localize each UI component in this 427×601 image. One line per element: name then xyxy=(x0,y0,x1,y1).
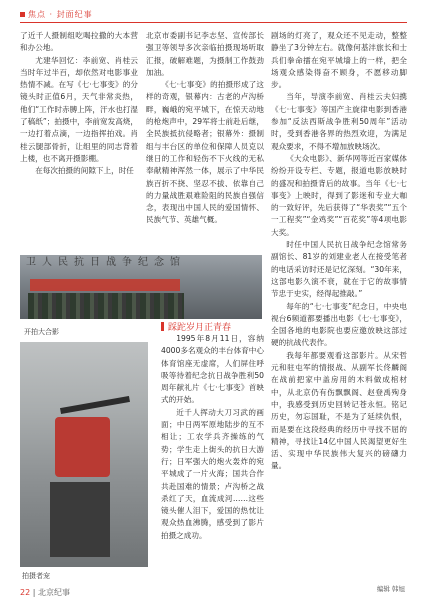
column-2 xyxy=(146,30,264,227)
subheading xyxy=(161,320,231,333)
paragraph: 了近千人摄制组吃喝拉撒的大本营和办公地。 xyxy=(20,31,138,53)
camera-crane xyxy=(60,396,130,414)
paragraph: 近千人挥动大刀习武的画面；中日两军原地陆步的互不相让；工农学兵齐操练的气势；学生走上街头的抗日大游行；日军强大的炮火轰炸的宛平城成了一片火海；国共合作共赴国难的情景；卢沟桥之战杀红了天，血流成河……这些镜头催人泪下，爱国的热忱让观众热血沸腾，感受到了影片拍摄之成功。 xyxy=(161,407,264,540)
paragraph: 1995年8月11日，容纳4000多名观众的丰台体育中心体育馆座无虚席，人们屏住呼吸等待着纪念抗日战争胜利50周年献礼片《七·七事变》首映式的开始。 xyxy=(161,334,264,405)
editor-credit: 编辑 韩旭 xyxy=(376,585,405,593)
paragraph: 北京市委副书记李志坚、宣传部长强卫等领导多次亲临拍摄现场听取汇报，破解难题，为摄制工作鼓劲加油。 xyxy=(146,31,264,77)
page-footer: 22 | 北京纪事 xyxy=(20,588,70,597)
column-3 xyxy=(271,30,407,473)
camera-operators xyxy=(55,417,110,477)
page-number: 22 xyxy=(20,588,31,597)
paragraph: 每年的“七·七事变”纪念日，中央电视台6频道都要播出电影《七·七事变》，全国各地的电影院也要应邀放映这部过硬的抗战代表作。 xyxy=(271,301,407,348)
group-photo xyxy=(20,255,262,319)
magazine-name: 北京纪事 xyxy=(37,588,70,597)
subheading-bar-icon xyxy=(161,322,164,331)
paragraph: 当年，导演李前宽、肖桂云夫妇携《七·七事变》等国产主旋律电影到香港参加“反法西斯战争胜利50周年”活动时，受到香港各界的热烈欢迎，为满足观众要求，不得不增加放映场次。 xyxy=(271,92,407,151)
paragraph: 《七·七事变》的拍摄形成了这样的奇观，银幕内：古老的卢沟桥畔，巍峨的宛平城下，在惊天动地的枪炮声中，29军将士前赴后继，全民族抵抗侵略者；银幕外：摄制组与丰台区的单位和保障人员克以继日的工作和轻伤不下火线的无私奉献精神浑然一体，展示了中华民族百折不挠、坚忍不拔、依靠自己的力量战胜艰难险阻的民族自强信念，表现出中国人民的爱国情怀、民族气节、英雄气概。 xyxy=(146,80,264,225)
photo-caption: 开拍大合影 xyxy=(24,328,59,336)
section-header xyxy=(20,9,93,20)
header-square-icon xyxy=(20,12,25,17)
header-divider xyxy=(20,22,407,23)
paragraph: 《大众电影》、新华网等近百家媒体纷纷开设专栏、专题，报道电影放映时的盛况和拍摄背后的故事。当年《七·七事变》上映时，得到了影迷和专业大咖的一致好评，先后获得了“华表奖”“五个一工程奖”“金鸡奖”“百花奖”等4项电影大奖。 xyxy=(271,153,407,237)
photo-banner-text: 卫人民抗日战争纪念馆 xyxy=(26,257,186,268)
photo-caption: 拍摄者宠 xyxy=(22,572,50,580)
paragraph: 剧场的灯亮了，观众还不见走动，整整静坐了3分钟左右。就像何基沣旅长和士兵们拳命擂在宛平城墙上的一样，把全场观众感染得奋不顾身，不愿移动脚步。 xyxy=(271,31,407,90)
filming-photo xyxy=(20,342,148,567)
paragraph: 尤建华回忆：李前宽、肖桂云当时年过半百，却依然对电影事业热情不减。在写《七·七事变》的分镜头时正值6月，天气非常炎热，他们“工作时赤膊上阵，汗水也打湿了稿纸”；拍摄中，李前宽发高烧，一边打着点滴，一边指挥拍戏。肖桂云腿部骨折，让组里的同志背着上楼，也不离开摄影棚。 xyxy=(20,55,138,163)
crane-base xyxy=(50,482,110,557)
paragraph: 我每年都要观看这部影片。从宋哲元和驻屯军的情报战、从副军长佟麟阁在战前把家中盖房用的木料做成棺材中，从北京仍有伤飘飘阁、赵登禹殉身中，我感受到历史回转记苍永恒。铭记历史，勿忘国耻，不是为了延续仇恨，而是要在这段经典的经历中寻找不屈的精神，寻找让14亿中国人民渴望更好生活、实现中华民族伟大复兴的磅礴力量。 xyxy=(271,350,407,471)
column-1 xyxy=(20,30,138,178)
crowd-figure xyxy=(28,293,184,319)
subheading-text: 踩跎岁月正青春 xyxy=(168,323,232,333)
paragraph: 时任中国人民抗日战争纪念馆常务副馆长、81岁的刘建业老人在接受笔者的电话采访时还是记忆深刻。“30年来，这部电影久演不衰，就在于它的故事情节忠于史实，经得起推敲。” xyxy=(271,240,407,299)
paragraph: 在每次拍摄的间隙下上，时任 xyxy=(35,166,134,176)
section-title: 焦点 · 封面纪事 xyxy=(28,10,93,19)
red-banner xyxy=(30,279,180,291)
column-2-lower xyxy=(161,333,264,542)
